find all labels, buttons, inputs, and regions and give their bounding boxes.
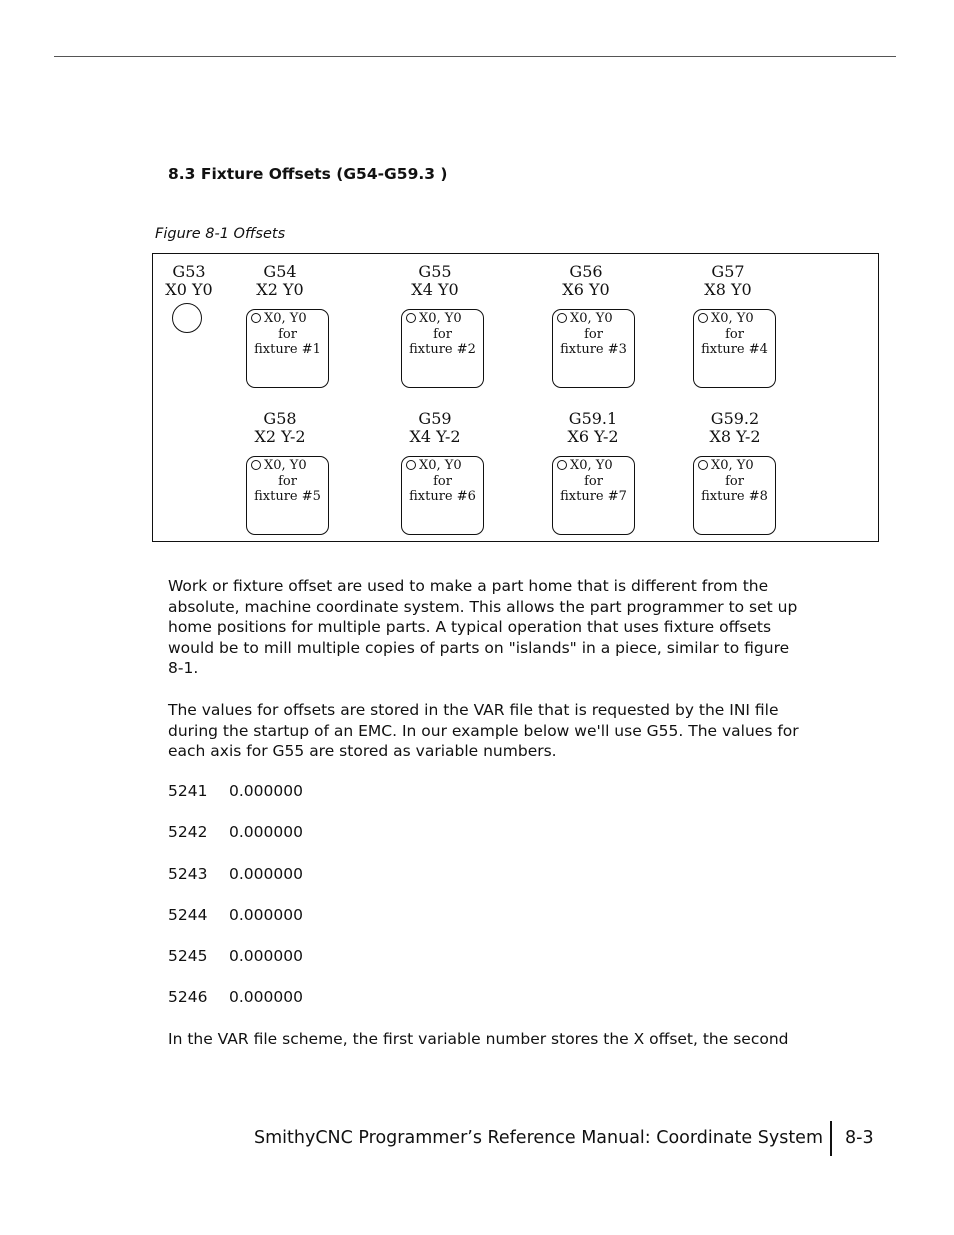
variable-row (168, 782, 303, 800)
fixture-label (409, 410, 460, 446)
variable-row (168, 865, 303, 883)
footer-divider (830, 1121, 832, 1156)
header-rule (54, 56, 896, 57)
fixture-coords: X6 Y0 (562, 280, 610, 299)
variable-row (168, 988, 303, 1006)
fixture-coords: X4 Y0 (411, 280, 459, 299)
fixture-zero: X0, Y0 (264, 311, 307, 326)
fixture-label (567, 410, 618, 446)
fixture-box (693, 309, 776, 388)
fixture-label (562, 263, 609, 299)
fixture-zero: X0, Y0 (419, 311, 462, 326)
zero-point-icon (406, 313, 416, 323)
fixture-box (552, 456, 635, 535)
offsets-figure (152, 253, 879, 542)
fixture-for: for (584, 474, 603, 489)
fixture-zero: X0, Y0 (711, 311, 754, 326)
fixture-name: fixture #2 (409, 342, 476, 357)
variable-value: 0.000000 (229, 947, 303, 965)
variable-number: 5241 (168, 782, 208, 800)
fixture-label (254, 410, 305, 446)
variable-row (168, 947, 303, 965)
origin-coords: X0 Y0 (165, 280, 213, 299)
fixture-code: G59.2 (710, 409, 760, 428)
zero-point-icon (251, 460, 261, 470)
fixture-for: for (433, 474, 452, 489)
variable-value: 0.000000 (229, 823, 303, 841)
variable-value: 0.000000 (229, 906, 303, 924)
figure-caption: Figure 8-1 Offsets (155, 226, 286, 242)
variable-value: 0.000000 (229, 988, 303, 1006)
zero-point-icon (406, 460, 416, 470)
fixture-zero: X0, Y0 (570, 311, 613, 326)
fixture-label (704, 263, 751, 299)
fixture-code: G58 (263, 409, 297, 428)
fixture-name: fixture #1 (254, 342, 321, 357)
fixture-label (411, 263, 458, 299)
page-number: 8-3 (845, 1128, 874, 1148)
variable-number: 5245 (168, 947, 208, 965)
fixture-coords: X6 Y-2 (567, 427, 619, 446)
fixture-code: G56 (569, 262, 603, 281)
origin-code: G53 (172, 262, 206, 281)
fixture-name: fixture #6 (409, 489, 476, 504)
variable-value: 0.000000 (229, 865, 303, 883)
variable-row (168, 823, 303, 841)
fixture-code: G55 (418, 262, 452, 281)
fixture-coords: X8 Y-2 (709, 427, 761, 446)
variable-number: 5244 (168, 906, 208, 924)
zero-point-icon (557, 460, 567, 470)
fixture-coords: X8 Y0 (704, 280, 752, 299)
fixture-for: for (725, 474, 744, 489)
fixture-box (552, 309, 635, 388)
fixture-box (246, 456, 329, 535)
zero-point-icon (251, 313, 261, 323)
paragraph-scheme: In the VAR file scheme, the first variable number stores the X offset, the second (168, 1030, 789, 1048)
fixture-box (401, 456, 484, 535)
zero-point-icon (698, 460, 708, 470)
fixture-label (709, 410, 760, 446)
fixture-box (401, 309, 484, 388)
fixture-code: G57 (711, 262, 745, 281)
fixture-name: fixture #4 (701, 342, 768, 357)
fixture-for: for (278, 474, 297, 489)
section-heading: 8.3 Fixture Offsets (G54-G59.3 ) (168, 165, 448, 183)
fixture-zero: X0, Y0 (711, 458, 754, 473)
fixture-name: fixture #3 (560, 342, 627, 357)
fixture-name: fixture #7 (560, 489, 627, 504)
fixture-name: fixture #8 (701, 489, 768, 504)
fixture-coords: X4 Y-2 (409, 427, 461, 446)
fixture-label (256, 263, 303, 299)
fixture-for: for (725, 327, 744, 342)
fixture-code: G59 (418, 409, 452, 428)
footer-title: SmithyCNC Programmer’s Reference Manual: Coordinate System (254, 1128, 823, 1148)
fixture-box (246, 309, 329, 388)
zero-point-icon (698, 313, 708, 323)
zero-point-icon (557, 313, 567, 323)
variable-number: 5243 (168, 865, 208, 883)
fixture-for: for (278, 327, 297, 342)
fixture-coords: X2 Y-2 (254, 427, 306, 446)
fixture-zero: X0, Y0 (419, 458, 462, 473)
fixture-code: G59.1 (568, 409, 618, 428)
fixture-for: for (584, 327, 603, 342)
fixture-zero: X0, Y0 (570, 458, 613, 473)
fixture-coords: X2 Y0 (256, 280, 304, 299)
paragraph-intro: Work or fixture offset are used to make a part home that is different from the absolute, machine coordinate system. This allows the part programmer to set up home positions for multiple parts. A typical operation that uses fixture offsets would be to mill multiple copies of parts on "islands" in a piece, similar to figure 8-1. (168, 577, 798, 678)
fixture-box (693, 456, 776, 535)
variable-row (168, 906, 303, 924)
variable-value: 0.000000 (229, 782, 303, 800)
variable-number: 5242 (168, 823, 208, 841)
fixture-zero: X0, Y0 (264, 458, 307, 473)
variable-number: 5246 (168, 988, 208, 1006)
origin-circle-icon (172, 303, 202, 333)
fixture-code: G54 (263, 262, 297, 281)
fixture-name: fixture #5 (254, 489, 321, 504)
origin-label (165, 263, 212, 299)
paragraph-var-file: The values for offsets are stored in the VAR file that is requested by the INI file during the startup of an EMC. In our example below we'll use G55. The values for each axis for G55 are stored as variable numbers. (168, 701, 799, 761)
fixture-for: for (433, 327, 452, 342)
